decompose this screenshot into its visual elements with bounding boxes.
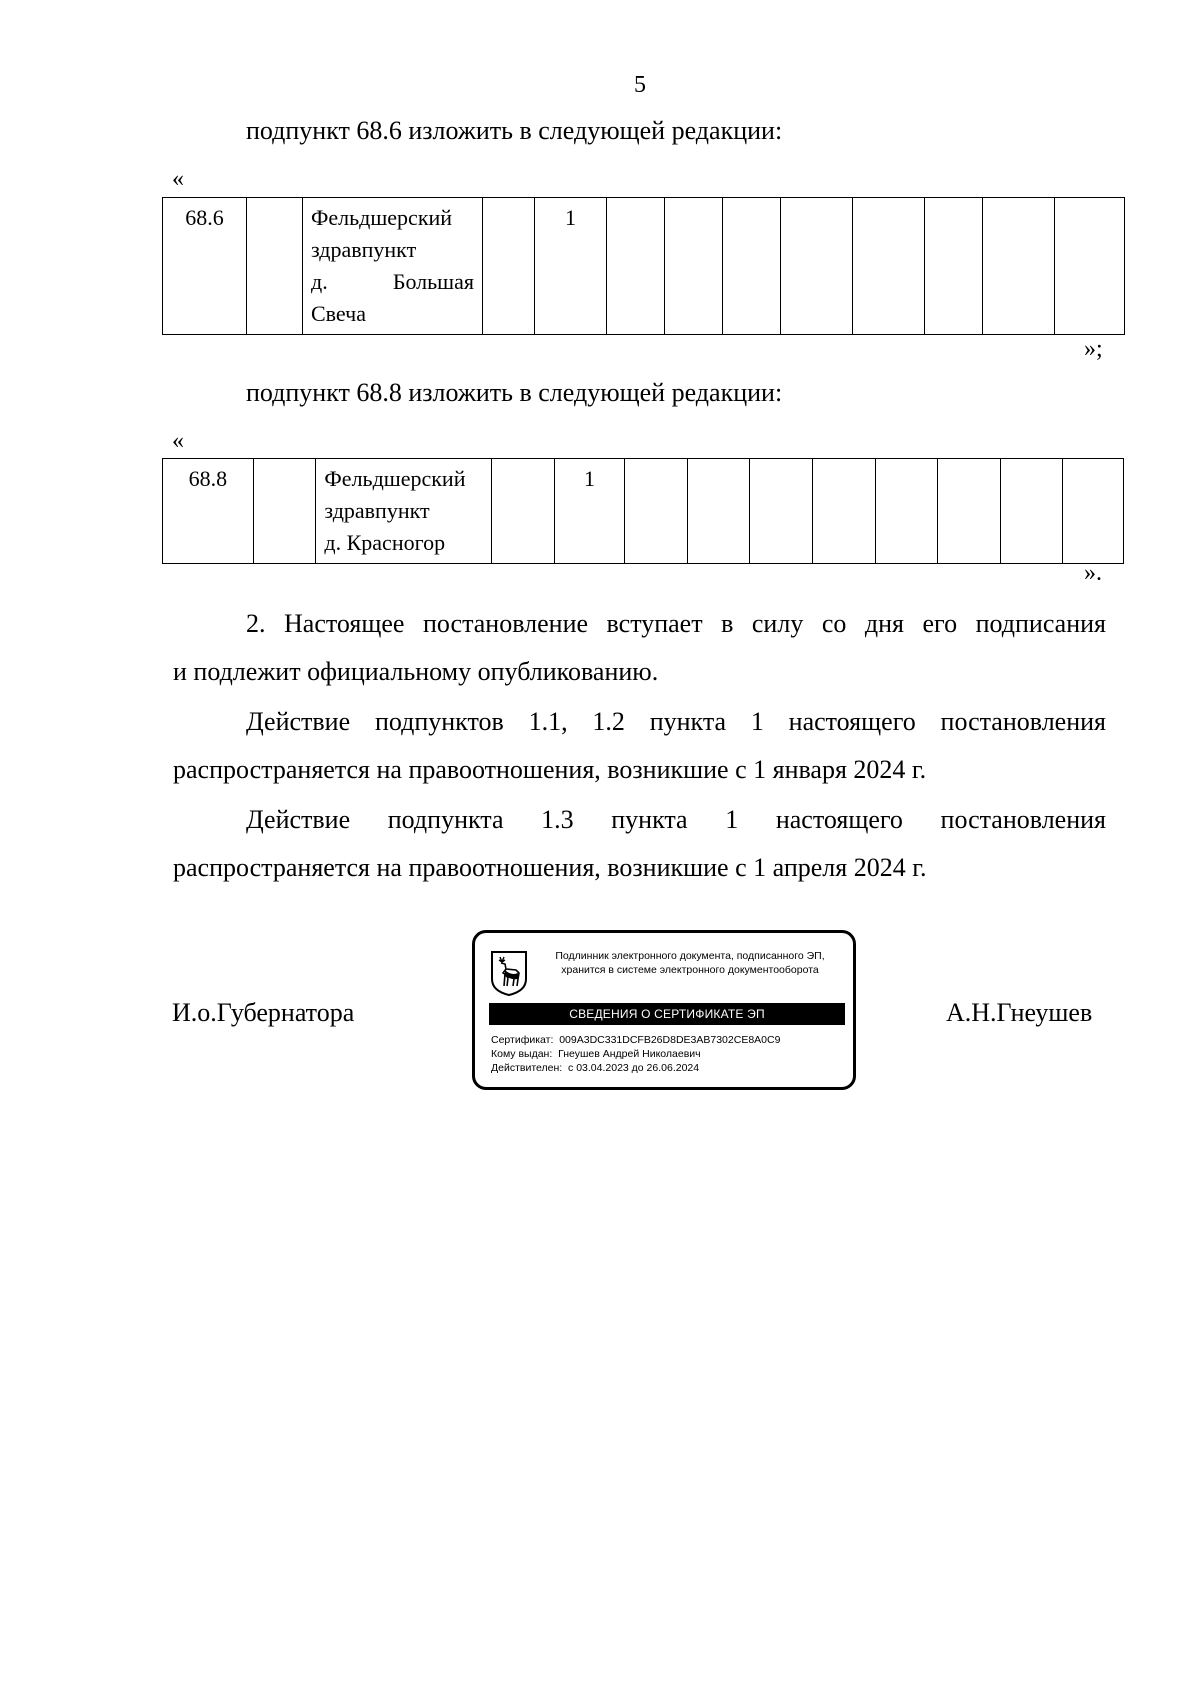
empty-cell [247, 198, 303, 335]
empty-cell [1055, 198, 1125, 335]
close-quote: ». [1084, 560, 1102, 586]
stamp-note-line: Подлинник электронного документа, подписанного ЭП, [555, 950, 825, 962]
row-number-cell: 68.8 [163, 459, 254, 564]
electronic-signature-stamp [472, 930, 856, 1090]
empty-cell [750, 459, 813, 564]
issued-to-row [491, 1047, 780, 1061]
amendment-table-68-6 [162, 197, 1125, 335]
row-name-cell [316, 459, 492, 564]
row-value-cell: 1 [554, 459, 625, 564]
name-line: Фельдшерский [311, 205, 453, 230]
stamp-note-line: хранится в системе электронного документооборота [561, 964, 819, 976]
empty-cell [687, 459, 750, 564]
paragraph-2-line-2: и подлежит официальному опубликованию. [173, 657, 659, 686]
certificate-value: 009A3DC331DCFB26D8DE3AB7302CE8A0C9 [559, 1034, 781, 1046]
empty-cell [607, 198, 665, 335]
name-line: д. Большая [311, 269, 474, 294]
row-value-cell: 1 [535, 198, 607, 335]
row-name-cell [303, 198, 483, 335]
paragraph-4-line-1: Действие подпункта 1.3 пункта 1 настоящего постановления [246, 805, 1106, 834]
stamp-header: СВЕДЕНИЯ О СЕРТИФИКАТЕ ЭП [489, 1003, 845, 1025]
certificate-row [491, 1033, 780, 1047]
signatory-position: И.о.Губернатора [172, 998, 355, 1027]
stamp-details [491, 1033, 780, 1075]
signatory-name: А.Н.Гнеушев [946, 998, 1093, 1027]
empty-cell [813, 459, 876, 564]
name-line: Свеча [311, 301, 366, 326]
empty-cell [875, 459, 938, 564]
empty-cell [625, 459, 688, 564]
empty-cell [781, 198, 853, 335]
name-line: д. Красногор [324, 530, 446, 555]
empty-cell [853, 198, 925, 335]
row-number-cell: 68.6 [163, 198, 247, 335]
validity-row [491, 1061, 780, 1075]
stamp-note [535, 949, 845, 977]
open-quote: « [172, 428, 184, 454]
empty-cell [938, 459, 1001, 564]
empty-cell [1063, 459, 1124, 564]
empty-cell [925, 198, 983, 335]
name-line: Фельдшерский [324, 466, 466, 491]
name-line: здравпункт [311, 237, 417, 262]
name-line: здравпункт [324, 498, 430, 523]
deer-coat-of-arms-icon [489, 949, 529, 997]
issued-to-label: Кому выдан: [491, 1048, 556, 1060]
table-row [163, 198, 1125, 335]
close-quote: »; [1084, 336, 1103, 362]
page-number: 5 [634, 72, 646, 98]
empty-cell [253, 459, 316, 564]
amendment-table-68-8 [162, 458, 1124, 564]
open-quote: « [172, 166, 184, 192]
empty-cell [665, 198, 723, 335]
empty-cell [492, 459, 555, 564]
validity-value: с 03.04.2023 до 26.06.2024 [568, 1062, 700, 1074]
empty-cell [483, 198, 535, 335]
validity-label: Действителен: [491, 1062, 566, 1074]
certificate-label: Сертификат: [491, 1034, 557, 1046]
paragraph-3-line-2: распространяется на правоотношения, возникшие с 1 января 2024 г. [173, 755, 927, 784]
empty-cell [1000, 459, 1063, 564]
paragraph-2-line-1: 2. Настоящее постановление вступает в силу со дня его подписания [246, 609, 1106, 638]
issued-to-value: Гнеушев Андрей Николаевич [558, 1048, 701, 1060]
paragraph-3-line-1: Действие подпунктов 1.1, 1.2 пункта 1 настоящего постановления [246, 707, 1106, 736]
amendment-intro-68-8: подпункт 68.8 изложить в следующей редакции: [246, 378, 783, 407]
empty-cell [983, 198, 1055, 335]
table-row [163, 459, 1124, 564]
paragraph-4-line-2: распространяется на правоотношения, возникшие с 1 апреля 2024 г. [173, 853, 927, 882]
empty-cell [723, 198, 781, 335]
amendment-intro-68-6: подпункт 68.6 изложить в следующей редакции: [246, 116, 783, 145]
